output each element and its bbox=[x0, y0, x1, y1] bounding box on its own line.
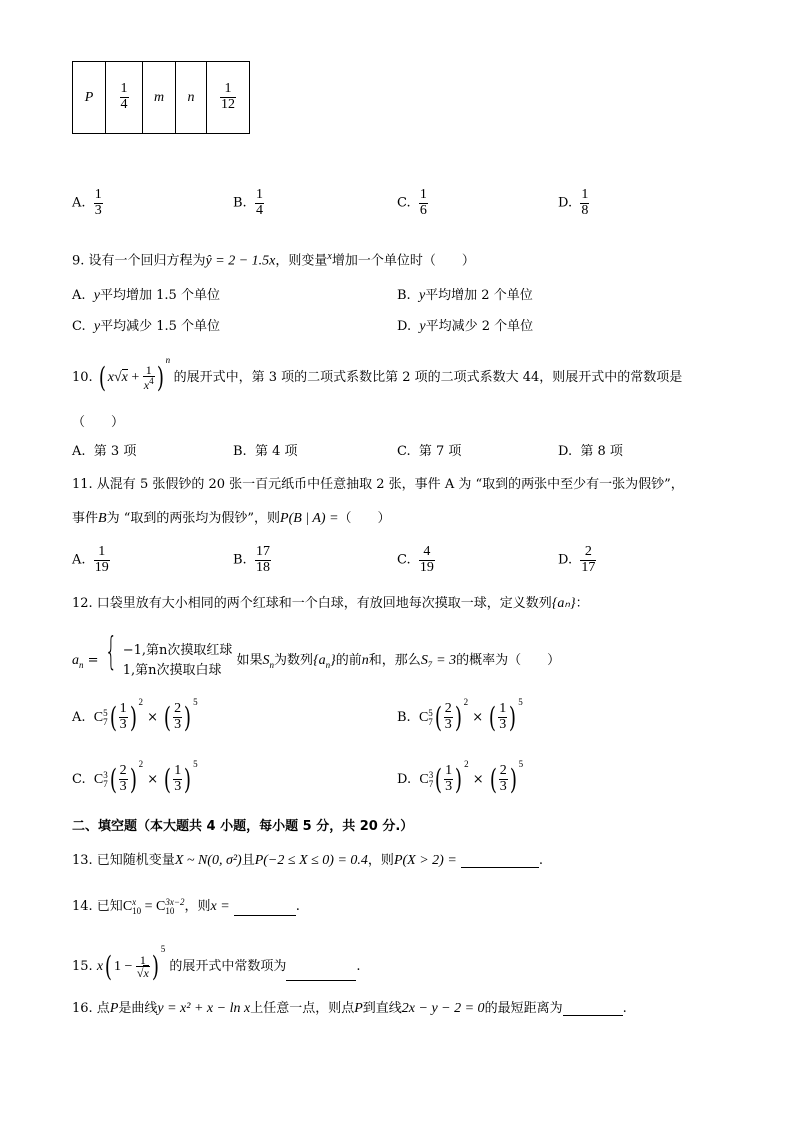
q8-option-c[interactable]: C. $\frac{1}{6}$ bbox=[397, 187, 427, 218]
q12-question-line1: 12. 口袋里放有大小相同的两个红球和一个白球，有放回地每次摸取一球，定义数列{aₙ}： bbox=[72, 596, 589, 611]
q16-question: 16. 点P是曲线y = x² + x − ln x上任意一点，则点P到直线2x − y − 2 = 0的最短距离为 . bbox=[72, 1001, 627, 1016]
q8-option-b[interactable]: B. $\frac{1}{4}$ bbox=[233, 187, 263, 218]
q15-question: 15. x( 1 − $\frac{1}{√x}$ )$^5$ 的展开式中常数项为 . bbox=[72, 944, 361, 983]
table-cell-p: P bbox=[73, 62, 106, 134]
q16-answer-blank[interactable] bbox=[563, 1002, 623, 1016]
table-cell-twelfth: $\frac{1}{12}$ bbox=[207, 62, 250, 134]
q9-option-b[interactable]: B. y平均增加 2 个单位 bbox=[397, 288, 533, 303]
q10-answer-paren: （ ） bbox=[72, 415, 125, 430]
q12-option-b[interactable]: B. C 5 7 ( $\frac{2}{3}$ ) $^2$ × ( $\frac{1}{3}$ ) $^5$ bbox=[397, 697, 523, 734]
q12-sequence-definition: $a_n$ = { −1,第n次摸取红球 1,第n次摸取白球 如果$S_n$为数列$\{a_n\}$的前n和，那么S₇ = 3的概率为（ ） bbox=[72, 629, 561, 678]
q13-answer-blank[interactable] bbox=[461, 854, 539, 868]
q11-option-a[interactable]: A. $\frac{1}{19}$ bbox=[72, 544, 109, 575]
q8-option-d[interactable]: D. $\frac{1}{8}$ bbox=[558, 187, 589, 218]
q11-question-line2: 事件B为 “取到的两张均为假钞”，则P(B | A) =（ ） bbox=[72, 511, 391, 526]
q10-option-d[interactable]: D. 第 8 项 bbox=[558, 444, 623, 459]
q10-option-c[interactable]: C. 第 7 项 bbox=[397, 444, 462, 459]
table-cell-m: m bbox=[143, 62, 176, 134]
q9-option-d[interactable]: D. y平均减少 2 个单位 bbox=[397, 319, 534, 334]
q11-question-line1: 11. 从混有 5 张假钞的 20 张一百元纸币中任意抽取 2 张，事件 A 为 “取到的两张中至少有一张为假钞”， bbox=[72, 477, 684, 492]
q9-question: 9. 设有一个回归方程为ŷ = 2 − 1.5x，则变量$^x$增加一个单位时（ ） bbox=[72, 251, 475, 269]
q9-option-c[interactable]: C. y平均减少 1.5 个单位 bbox=[72, 319, 221, 334]
q10-option-b[interactable]: B. 第 4 项 bbox=[233, 444, 298, 459]
q12-option-d[interactable]: D. C 3 7 ( $\frac{1}{3}$ ) $^2$ × ( $\frac{2}{3}$ ) $^5$ bbox=[397, 759, 524, 796]
q14-answer-blank[interactable] bbox=[234, 902, 296, 916]
table-cell-quarter: $\frac{1}{4}$ bbox=[106, 62, 143, 134]
q11-option-d[interactable]: D. $\frac{2}{17}$ bbox=[558, 544, 596, 575]
q15-binomial-expression: x( 1 − $\frac{1}{√x}$ )$^5$ bbox=[96, 944, 166, 983]
q12-option-a[interactable]: A. C 5 7 ( $\frac{1}{3}$ ) $^2$ × ( $\frac{2}{3}$ ) $^5$ bbox=[72, 697, 198, 734]
q15-answer-blank[interactable] bbox=[286, 967, 356, 981]
section-title-fill-in: 二、填空题（本大题共 4 小题，每小题 5 分，共 20 分.） bbox=[72, 819, 414, 834]
q13-question: 13. 已知随机变量X ~ N(0, σ²)且P(−2 ≤ X ≤ 0) = 0.4，则P(X > 2) = . bbox=[72, 853, 544, 868]
q10-option-a[interactable]: A. 第 3 项 bbox=[72, 444, 137, 459]
q11-option-b[interactable]: B. $\frac{17}{18}$ bbox=[233, 544, 270, 575]
q12-option-c[interactable]: C. C 3 7 ( $\frac{2}{3}$ ) $^2$ × ( $\frac{1}{3}$ ) $^5$ bbox=[72, 759, 198, 796]
q8-option-a[interactable]: A. $\frac{1}{3}$ bbox=[72, 187, 102, 218]
probability-table bbox=[72, 61, 250, 134]
q10-question: 10. ( x√x + $\frac{1}{x^4}$ )$^n$ 的展开式中，第 3 项的二项式系数比第 2 项的二项式系数大 44，则展开式中的常数项是 bbox=[72, 355, 683, 394]
q10-binomial-expression: ( x√x + $\frac{1}{x^4}$ )$^n$ bbox=[98, 355, 171, 394]
q11-option-c[interactable]: C. $\frac{4}{19}$ bbox=[397, 544, 434, 575]
table-cell-n: n bbox=[176, 62, 207, 134]
q14-question: 14. 已知C x 10 = C 3x−2 10 ，则x = . bbox=[72, 897, 300, 916]
q9-option-a[interactable]: A. y平均增加 1.5 个单位 bbox=[72, 288, 220, 303]
